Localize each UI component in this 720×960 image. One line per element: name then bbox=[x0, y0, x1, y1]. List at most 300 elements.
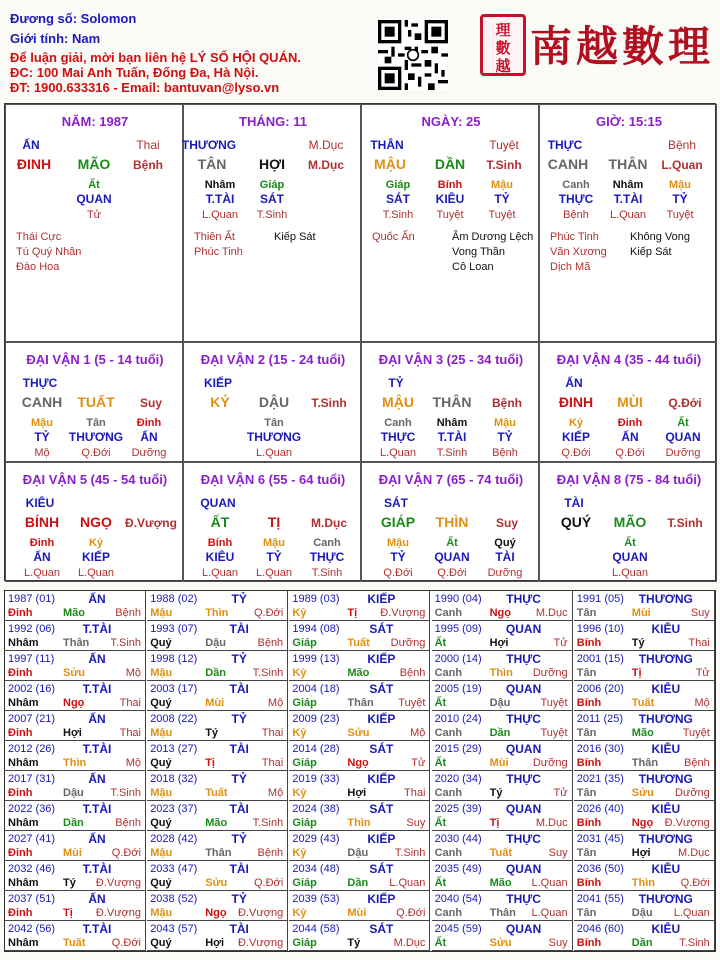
year-god: THỰC bbox=[506, 892, 541, 906]
year-stage: Tử bbox=[411, 757, 426, 769]
hidden-god: TỶ bbox=[266, 550, 282, 564]
year-stage: Thai bbox=[261, 757, 284, 769]
year-chi: Dậu bbox=[205, 637, 226, 649]
year-chi: Thân bbox=[347, 697, 374, 709]
year-can: Quý bbox=[150, 697, 172, 709]
year-can: Đinh bbox=[8, 607, 33, 619]
year-stage: Tử bbox=[553, 787, 568, 799]
hidden-stage: Dưỡng bbox=[487, 567, 523, 579]
year-can: Tân bbox=[576, 607, 597, 619]
year-label: 2029 (43) bbox=[292, 833, 340, 845]
year-can: Đinh bbox=[8, 847, 33, 859]
star-right: Không Vong bbox=[630, 231, 690, 243]
year-cell bbox=[289, 921, 430, 951]
year-chi: Ngọ bbox=[205, 907, 227, 919]
year-chi: Hợi bbox=[63, 727, 82, 739]
dai-van-god: KIẾP bbox=[203, 376, 233, 390]
year-cell bbox=[432, 651, 573, 681]
year-stage: M.Dục bbox=[393, 937, 426, 949]
year-grid bbox=[4, 590, 716, 952]
year-label: 2018 (32) bbox=[150, 773, 198, 785]
hidden-god: TỶ bbox=[672, 192, 688, 206]
year-chi: Tuất bbox=[205, 787, 228, 799]
hidden-stage: L.Quan bbox=[379, 447, 417, 459]
year-chi: Mão bbox=[489, 877, 512, 889]
year-stage: T.Sinh bbox=[110, 787, 141, 799]
pillar-stage: Tuyệt bbox=[489, 138, 519, 152]
year-stage: Bệnh bbox=[257, 847, 284, 859]
dai-van-god: ẤN bbox=[565, 376, 583, 390]
year-can: Giáp bbox=[292, 637, 317, 649]
year-can: Bính bbox=[576, 697, 602, 709]
hidden-god: TỶ bbox=[34, 430, 50, 444]
year-cell bbox=[289, 861, 430, 891]
year-god: KIÊU bbox=[651, 802, 681, 816]
dai-van-title: ĐẠI VẬN 5 (45 - 54 tuổi) bbox=[22, 472, 168, 487]
year-chi: Ngọ bbox=[347, 757, 369, 769]
dai-van-title: ĐẠI VẬN 2 (15 - 24 tuổi) bbox=[200, 352, 346, 367]
year-chi: Tuất bbox=[347, 637, 370, 649]
hidden-stage: L.Quan bbox=[201, 209, 239, 221]
year-label: 2033 (47) bbox=[150, 863, 198, 875]
year-label: 2015 (29) bbox=[434, 743, 482, 755]
year-can: Canh bbox=[434, 787, 463, 799]
year-cell bbox=[5, 651, 146, 681]
year-god: SÁT bbox=[369, 802, 394, 816]
year-cell bbox=[574, 771, 715, 801]
year-chi: Tuất bbox=[489, 847, 512, 859]
year-can: Đinh bbox=[8, 667, 33, 679]
year-label: 2008 (22) bbox=[150, 713, 198, 725]
year-label: 2005 (19) bbox=[434, 683, 482, 695]
year-chi: Mùi bbox=[631, 607, 651, 619]
year-cell bbox=[147, 891, 288, 921]
dai-van-cell bbox=[361, 462, 539, 582]
year-cell bbox=[147, 681, 288, 711]
hidden-god: QUAN bbox=[434, 550, 470, 564]
year-cell bbox=[289, 891, 430, 921]
dai-van-title: ĐẠI VẬN 7 (65 - 74 tuổi) bbox=[378, 472, 524, 487]
year-chi: Mão bbox=[631, 727, 654, 739]
year-god: THƯƠNG bbox=[638, 832, 693, 846]
year-god: TỶ bbox=[231, 652, 247, 666]
hidden-can: Mậu bbox=[494, 417, 516, 429]
year-label: 1995 (09) bbox=[434, 623, 482, 635]
year-cell bbox=[289, 681, 430, 711]
year-stage: Suy bbox=[548, 937, 568, 949]
pillar-chi: HỢI bbox=[259, 156, 285, 172]
year-can: Quý bbox=[150, 757, 172, 769]
year-can: Kỷ bbox=[292, 727, 307, 739]
hidden-can: Ất bbox=[677, 417, 689, 429]
year-chi: Thìn bbox=[489, 667, 513, 679]
pillar-cell bbox=[5, 104, 183, 342]
year-chi: Dần bbox=[631, 937, 653, 949]
year-stage: Mộ bbox=[125, 757, 141, 769]
year-god: THƯƠNG bbox=[638, 712, 693, 726]
year-can: Mậu bbox=[150, 787, 173, 799]
pillar-title: GIỜ: 15:15 bbox=[595, 114, 663, 129]
year-can: Canh bbox=[434, 847, 463, 859]
pillar-stage: Bệnh bbox=[667, 138, 697, 152]
year-can: Nhâm bbox=[8, 937, 39, 949]
hidden-can: Mậu bbox=[387, 537, 409, 549]
year-chi: Mùi bbox=[205, 697, 225, 709]
year-label: 1999 (13) bbox=[292, 653, 340, 665]
year-can: Tân bbox=[576, 667, 597, 679]
year-stage: Dưỡng bbox=[675, 787, 710, 799]
pillar-cell bbox=[539, 104, 717, 342]
hidden-stage: T.Sinh bbox=[256, 209, 288, 221]
hidden-can: Mậu bbox=[263, 537, 285, 549]
year-cell bbox=[432, 711, 573, 741]
hidden-can: Ất bbox=[446, 537, 458, 549]
year-chi: Dậu bbox=[347, 847, 369, 859]
year-can: Giáp bbox=[292, 937, 317, 949]
hidden-stage: Dưỡng bbox=[665, 447, 701, 459]
hidden-stage: Dưỡng bbox=[131, 447, 167, 459]
year-stage: Mộ bbox=[694, 697, 710, 709]
star-left: Phúc Tinh bbox=[550, 231, 599, 243]
year-cell bbox=[432, 831, 573, 861]
year-stage: Dưỡng bbox=[390, 637, 426, 649]
year-god: TỶ bbox=[231, 832, 247, 846]
star-right: Cô Loan bbox=[452, 261, 494, 273]
year-can: Kỷ bbox=[292, 787, 307, 799]
year-can: Ất bbox=[434, 697, 447, 709]
year-cell bbox=[574, 591, 715, 621]
hidden-god: ẤN bbox=[33, 550, 51, 564]
year-god: SÁT bbox=[369, 682, 394, 696]
hidden-can: Ất bbox=[624, 537, 636, 549]
year-chi: Ngọ bbox=[631, 817, 654, 829]
year-label: 1992 (06) bbox=[8, 623, 56, 635]
year-can: Tân bbox=[576, 787, 597, 799]
year-god: THỰC bbox=[506, 592, 541, 606]
year-chi: Thìn bbox=[631, 877, 656, 889]
year-stage: M.Dục bbox=[535, 607, 568, 619]
pillar-can: MẬU bbox=[374, 156, 406, 172]
year-god: KIÊU bbox=[651, 682, 681, 696]
year-can: Quý bbox=[150, 937, 172, 949]
dai-van-chi-stage: Q.Đới bbox=[668, 396, 702, 410]
year-god: SÁT bbox=[369, 622, 394, 636]
hidden-god: KIÊU bbox=[435, 192, 465, 206]
year-cell bbox=[432, 741, 573, 771]
year-chi: Tý bbox=[63, 877, 76, 889]
year-can: Ất bbox=[434, 937, 447, 949]
hidden-can: Tân bbox=[86, 417, 106, 429]
year-stage: Suy bbox=[406, 817, 426, 829]
year-chi: Mùi bbox=[63, 847, 82, 859]
year-label: 2014 (28) bbox=[292, 743, 340, 755]
year-stage: Tuyệt bbox=[398, 697, 426, 709]
year-god: KIẾP bbox=[367, 652, 396, 666]
year-label: 2006 (20) bbox=[576, 683, 624, 695]
year-label: 1990 (04) bbox=[434, 593, 482, 605]
gender: Giới tính: Nam bbox=[10, 31, 101, 46]
hidden-stage: L.Quan bbox=[609, 209, 647, 221]
year-chi: Sửu bbox=[489, 937, 512, 949]
year-cell bbox=[289, 831, 430, 861]
hidden-can: Nhâm bbox=[204, 179, 236, 191]
star-left: Văn Xương bbox=[550, 246, 607, 258]
year-cell bbox=[289, 591, 430, 621]
star-left: Thiên Ất bbox=[194, 231, 235, 243]
hidden-can: Mậu bbox=[669, 179, 691, 191]
year-can: Bính bbox=[576, 937, 602, 949]
year-god: THỰC bbox=[506, 712, 541, 726]
year-chi: Dần bbox=[63, 817, 84, 829]
hidden-god: TỶ bbox=[494, 192, 510, 206]
year-stage: Thai bbox=[119, 727, 141, 739]
year-god: QUAN bbox=[505, 682, 542, 696]
year-can: Kỷ bbox=[292, 907, 307, 919]
hidden-can: Bính bbox=[437, 179, 463, 191]
dai-van-can: MẬU bbox=[382, 394, 414, 410]
hidden-stage: Q.Đới bbox=[615, 447, 645, 459]
star-left: Dịch Mã bbox=[550, 261, 591, 273]
year-cell bbox=[5, 741, 146, 771]
year-cell bbox=[432, 801, 573, 831]
dai-van-cell bbox=[361, 342, 539, 462]
year-cell bbox=[147, 621, 288, 651]
year-chi: Thìn bbox=[205, 607, 229, 619]
year-label: 2044 (58) bbox=[292, 923, 340, 935]
hidden-god: KIẾP bbox=[81, 550, 111, 564]
dai-van-title: ĐẠI VẬN 8 (75 - 84 tuổi) bbox=[556, 472, 702, 487]
dai-van-cell bbox=[539, 342, 717, 462]
year-can: Tân bbox=[576, 907, 597, 919]
year-can: Canh bbox=[434, 667, 463, 679]
year-chi: Tị bbox=[63, 907, 73, 919]
year-label: 2001 (15) bbox=[576, 653, 624, 665]
year-label: 2027 (41) bbox=[8, 833, 56, 845]
year-chi: Sửu bbox=[63, 667, 86, 679]
hidden-god: THỰC bbox=[558, 192, 594, 206]
phone-email-line: ĐT: 1900.633316 - Email: bantuvan@lyso.vn bbox=[10, 80, 280, 95]
year-can: Mậu bbox=[150, 907, 173, 919]
hidden-stage: L.Quan bbox=[255, 567, 293, 579]
year-label: 2028 (42) bbox=[150, 833, 198, 845]
year-god: T.TÀI bbox=[82, 742, 112, 756]
year-cell bbox=[5, 621, 146, 651]
year-label: 2000 (14) bbox=[434, 653, 482, 665]
year-label: 2020 (34) bbox=[434, 773, 482, 785]
year-label: 2030 (44) bbox=[434, 833, 482, 845]
year-chi: Dậu bbox=[631, 907, 653, 919]
hidden-god: SÁT bbox=[386, 192, 410, 206]
year-chi: Dần bbox=[489, 727, 511, 739]
year-chi: Thân bbox=[63, 637, 90, 649]
year-can: Giáp bbox=[292, 757, 317, 769]
year-label: 1996 (10) bbox=[576, 623, 624, 635]
year-stage: Mộ bbox=[125, 667, 141, 679]
year-can: Mậu bbox=[150, 847, 173, 859]
year-chi: Mùi bbox=[347, 907, 367, 919]
year-chi: Hợi bbox=[489, 637, 509, 649]
year-stage: Tuyệt bbox=[540, 697, 568, 709]
address-line: ĐC: 100 Mai Anh Tuấn, Đống Đa, Hà Nội. bbox=[10, 65, 259, 80]
year-chi: Tý bbox=[631, 637, 645, 649]
dai-van-chi-stage: T.Sinh bbox=[667, 516, 703, 530]
year-chi: Thân bbox=[489, 907, 516, 919]
star-left: Tú Quý Nhân bbox=[16, 246, 82, 258]
pillar-can: ĐINH bbox=[16, 156, 52, 172]
pillar-chi: DẦN bbox=[434, 156, 466, 172]
year-god: ẤN bbox=[88, 652, 106, 666]
year-can: Bính bbox=[576, 877, 602, 889]
star-left: Phúc Tinh bbox=[194, 246, 243, 258]
year-stage: Đ.Vượng bbox=[95, 877, 141, 889]
year-stage: T.Sinh bbox=[679, 937, 710, 949]
year-stage: Suy bbox=[548, 847, 568, 859]
year-god: ẤN bbox=[88, 892, 106, 906]
year-chi: Tị bbox=[631, 667, 642, 679]
year-can: Ất bbox=[434, 757, 447, 769]
hidden-stage: Bệnh bbox=[492, 447, 518, 459]
year-stage: T.Sinh bbox=[252, 667, 284, 679]
dai-van-title: ĐẠI VẬN 6 (55 - 64 tuổi) bbox=[200, 472, 346, 487]
star-right: Kiếp Sát bbox=[630, 246, 672, 258]
dai-van-chi: THÂN bbox=[432, 394, 472, 410]
pillar-god: THÂN bbox=[370, 138, 404, 152]
year-cell bbox=[147, 801, 288, 831]
year-god: KIẾP bbox=[367, 592, 396, 606]
year-god: THƯƠNG bbox=[638, 892, 693, 906]
year-god: TÀI bbox=[229, 922, 249, 936]
year-god: THỰC bbox=[506, 652, 541, 666]
year-stage: Q.Đới bbox=[111, 937, 141, 949]
year-chi: Tuất bbox=[631, 697, 655, 709]
year-can: Ất bbox=[434, 817, 447, 829]
year-stage: Tuyệt bbox=[682, 727, 710, 739]
year-stage: Q.Đới bbox=[111, 847, 141, 859]
year-god: TÀI bbox=[229, 682, 249, 696]
year-god: ẤN bbox=[88, 592, 106, 606]
year-can: Bính bbox=[576, 757, 602, 769]
hidden-stage: Tuyệt bbox=[666, 209, 694, 221]
year-cell bbox=[574, 741, 715, 771]
pillar-chi-stage: T.Sinh bbox=[486, 158, 522, 172]
year-chi: Ngọ bbox=[63, 697, 85, 709]
hidden-can: Kỷ bbox=[88, 537, 104, 549]
year-cell bbox=[574, 711, 715, 741]
year-label: 2043 (57) bbox=[150, 923, 198, 935]
year-label: 2024 (38) bbox=[292, 803, 340, 815]
year-chi: Dậu bbox=[63, 787, 84, 799]
pillar-god: THỰC bbox=[547, 138, 583, 152]
year-can: Canh bbox=[434, 727, 463, 739]
year-cell bbox=[5, 681, 146, 711]
year-cell bbox=[147, 651, 288, 681]
hidden-god: QUAN bbox=[76, 192, 112, 206]
year-cell bbox=[574, 891, 715, 921]
year-stage: Dưỡng bbox=[532, 667, 568, 679]
year-cell bbox=[147, 861, 288, 891]
dai-van-chi-stage: Suy bbox=[139, 396, 163, 410]
year-can: Kỷ bbox=[292, 847, 307, 859]
hidden-god: KIÊU bbox=[205, 550, 235, 564]
pillar-chi-stage: Bệnh bbox=[133, 158, 163, 172]
year-stage: M.Dục bbox=[535, 817, 568, 829]
year-chi: Thân bbox=[205, 847, 232, 859]
year-god: TỶ bbox=[231, 892, 247, 906]
year-god: TÀI bbox=[229, 742, 249, 756]
year-god: THƯƠNG bbox=[638, 592, 693, 606]
year-cell bbox=[5, 591, 146, 621]
year-label: 2011 (25) bbox=[576, 713, 624, 725]
year-chi: Tị bbox=[489, 817, 500, 829]
year-chi: Mão bbox=[63, 607, 85, 619]
year-label: 1987 (01) bbox=[8, 593, 56, 605]
year-can: Giáp bbox=[292, 877, 317, 889]
dai-van-chi: MÙI bbox=[617, 394, 643, 410]
year-stage: Thai bbox=[403, 787, 426, 799]
year-chi: Ngọ bbox=[489, 607, 511, 619]
year-stage: Thai bbox=[688, 637, 710, 649]
year-cell bbox=[5, 831, 146, 861]
hidden-can: Nhâm bbox=[612, 179, 644, 191]
year-label: 2038 (52) bbox=[150, 893, 198, 905]
hidden-god: THỰC bbox=[309, 550, 345, 564]
star-left: Đào Hoa bbox=[16, 261, 60, 273]
year-can: Canh bbox=[434, 907, 463, 919]
dai-van-chi: NGỌ bbox=[80, 514, 112, 530]
year-stage: Đ.Vượng bbox=[664, 817, 710, 829]
pillar-stage: M.Dục bbox=[308, 138, 344, 152]
dai-van-god: TỶ bbox=[388, 376, 404, 390]
year-god: SÁT bbox=[369, 922, 394, 936]
dai-van-cell bbox=[539, 462, 717, 582]
year-cell bbox=[574, 651, 715, 681]
seal-icon: 理 數 越 bbox=[480, 14, 526, 76]
year-god: KIẾP bbox=[367, 832, 396, 846]
dai-van-chi: MÃO bbox=[613, 514, 647, 530]
year-god: KIÊU bbox=[651, 922, 681, 936]
year-stage: Bệnh bbox=[115, 817, 141, 829]
year-god: QUAN bbox=[505, 622, 542, 636]
year-stage: Bệnh bbox=[399, 667, 426, 679]
hidden-can: Đinh bbox=[29, 537, 55, 549]
hidden-god: QUAN bbox=[665, 430, 701, 444]
hidden-stage: Q.Đới bbox=[81, 447, 111, 459]
hidden-stage: L.Quan bbox=[77, 567, 115, 579]
hidden-god: THƯƠNG bbox=[68, 430, 124, 444]
hidden-god: KIẾP bbox=[561, 430, 591, 444]
year-can: Nhâm bbox=[8, 817, 39, 829]
year-label: 2017 (31) bbox=[8, 773, 56, 785]
hidden-god: T.TÀI bbox=[613, 192, 643, 206]
year-can: Mậu bbox=[150, 727, 173, 739]
star-right: Âm Dương Lệch bbox=[452, 231, 534, 243]
year-stage: Thai bbox=[261, 727, 284, 739]
year-stage: T.Sinh bbox=[110, 637, 141, 649]
year-can: Mậu bbox=[150, 607, 173, 619]
year-cell bbox=[289, 651, 430, 681]
year-stage: Bệnh bbox=[257, 637, 284, 649]
pillar-can: TÂN bbox=[197, 156, 227, 172]
year-chi: Dần bbox=[205, 667, 226, 679]
year-label: 2007 (21) bbox=[8, 713, 56, 725]
year-label: 2039 (53) bbox=[292, 893, 340, 905]
year-cell bbox=[574, 621, 715, 651]
year-stage: Tử bbox=[553, 637, 568, 649]
hidden-god: T.TÀI bbox=[437, 430, 467, 444]
year-label: 2010 (24) bbox=[434, 713, 482, 725]
year-label: 2036 (50) bbox=[576, 863, 624, 875]
year-stage: Mộ bbox=[410, 727, 426, 739]
